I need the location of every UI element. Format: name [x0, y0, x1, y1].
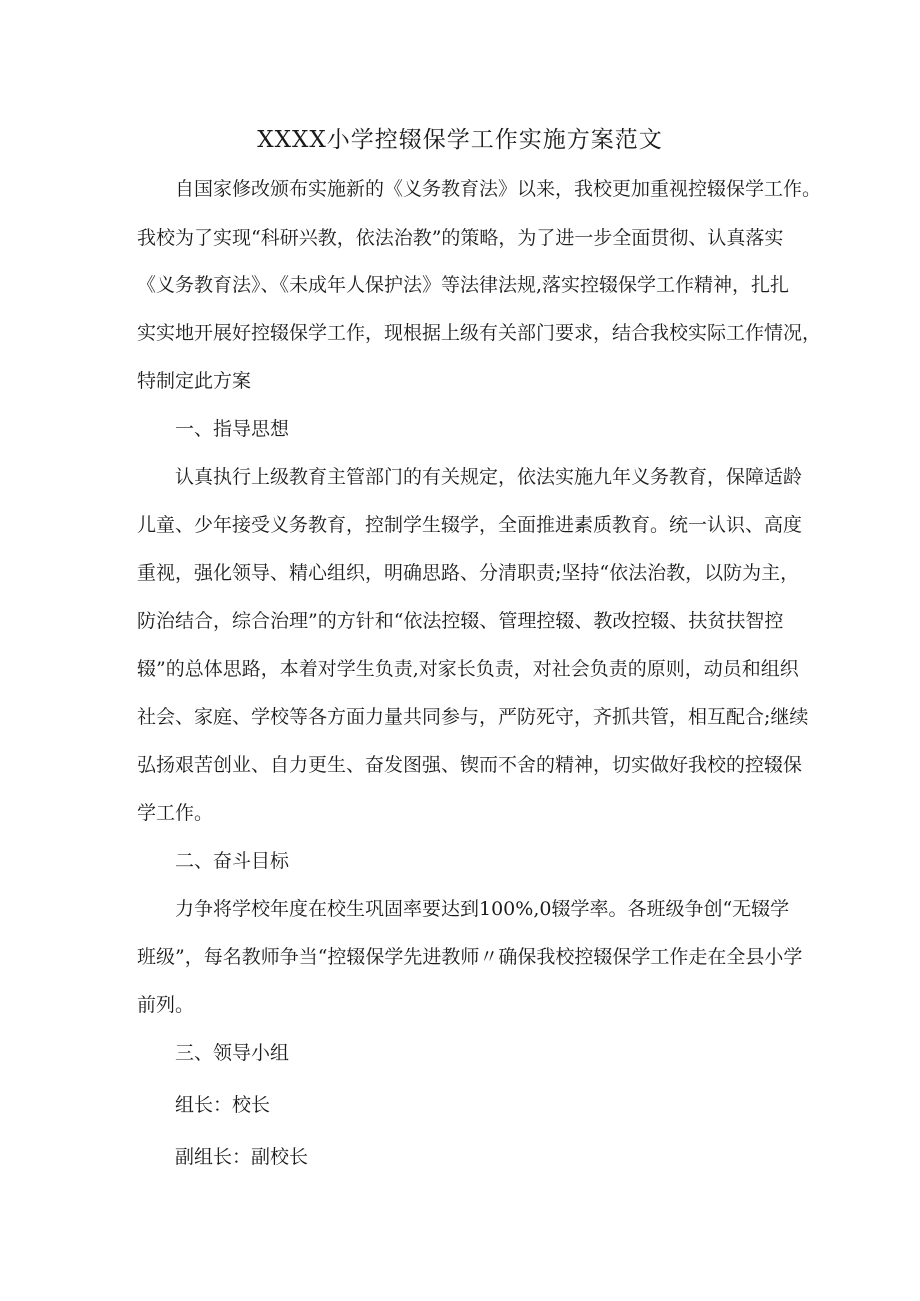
section-heading-goals: 二、奋斗目标	[175, 850, 290, 872]
intro-line-5: 特制定此方案	[137, 370, 252, 392]
guiding-line-8: 学工作。	[137, 802, 214, 824]
intro-line-1: 自国家修改颁布实施新的《义务教育法》以来，我校更加重视控辍保学工作。	[175, 178, 822, 200]
intro-line-4: 实实地开展好控辍保学工作，现根据上级有关部门要求，结合我校实际工作情况，	[137, 322, 822, 344]
section-heading-guiding-ideology: 一、指导思想	[175, 418, 290, 440]
intro-line-2: 我校为了实现“科研兴教，依法治教”的策略，为了进一步全面贯彻、认真落实	[137, 227, 784, 249]
guiding-line-6: 社会、家庭、学校等各方面力量共同参与，严防死守，齐抓共管，相互配合;继续	[137, 706, 809, 728]
goals-line-1: 力争将学校年度在校生巩固率要达到100%,0辍学率。各班级争创“无辍学	[175, 898, 790, 920]
goals-line-2: 班级”，每名教师争当“控辍保学先进教师〃确保我校控辍保学工作走在全县小学	[137, 946, 803, 968]
guiding-line-1: 认真执行上级教育主管部门的有关规定，依法实施九年义务教育，保障适龄	[175, 466, 803, 488]
goals-line-3: 前列。	[137, 994, 195, 1016]
guiding-line-4: 防治结合，综合治理”的方针和“依法控辍、管理控辍、教改控辍、扶贫扶智控	[137, 610, 784, 632]
deputy-leader-line: 副组长：副校长	[175, 1146, 309, 1168]
document-title: XXXX小学控辍保学工作实施方案范文	[257, 127, 663, 153]
guiding-line-2: 儿童、少年接受义务教育，控制学生辍学，全面推进素质教育。统一认识、高度	[137, 514, 803, 536]
guiding-line-3: 重视，强化领导、精心组织，明确思路、分清职责;坚持“依法治教，以防为主，	[137, 562, 800, 584]
section-heading-leadership-group: 三、领导小组	[175, 1042, 290, 1064]
leader-line: 组长：校长	[175, 1094, 271, 1116]
guiding-line-5: 辍”的总体思路，本着对学生负责,对家长负责，对社会负责的原则，动员和组织	[137, 658, 799, 680]
intro-line-3: 《义务教育法》、《未成年人保护法》等法律法规,落实控辍保学工作精神，扎扎	[137, 274, 790, 296]
guiding-line-7: 弘扬艰苦创业、自力更生、奋发图强、锲而不舍的精神，切实做好我校的控辍保	[137, 754, 803, 776]
